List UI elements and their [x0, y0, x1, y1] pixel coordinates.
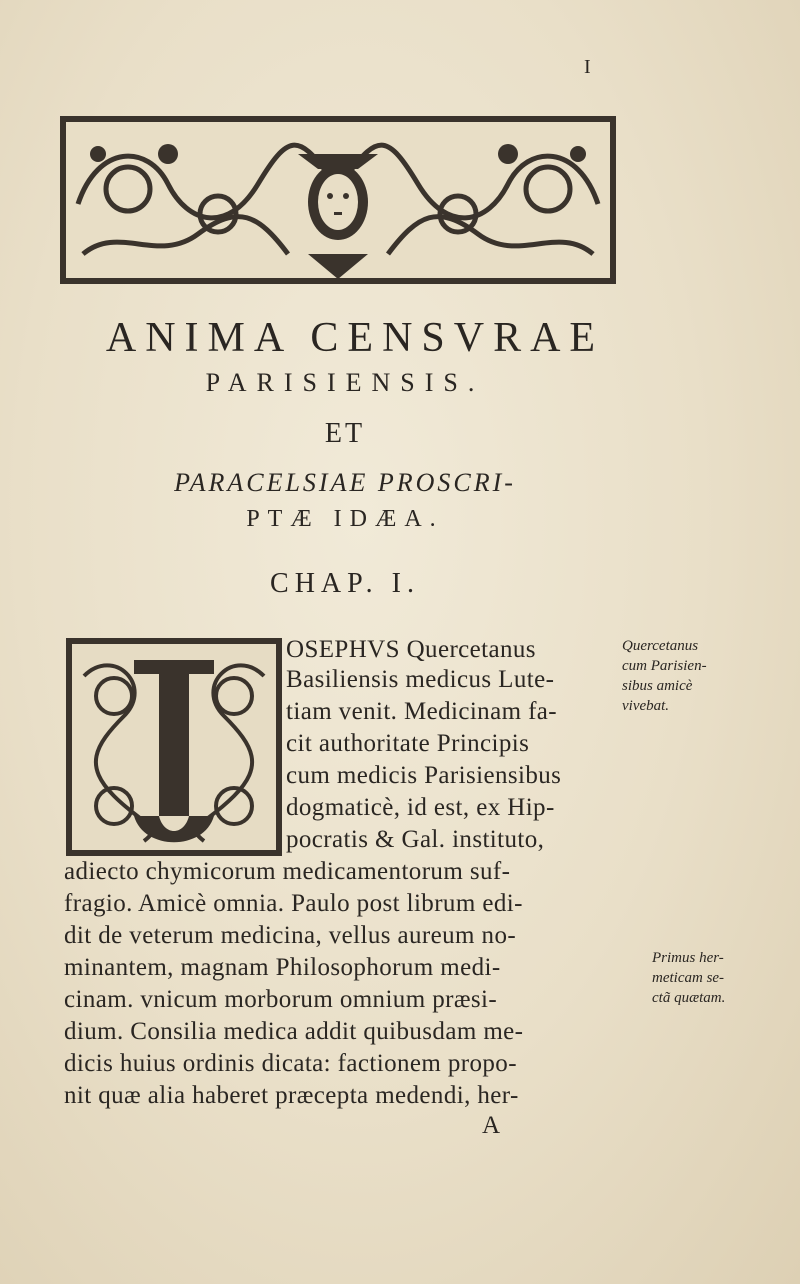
text-line-6: dogmaticè, id est, ex Hip- — [286, 794, 555, 821]
text-line-8: adiecto chymicorum medicamentorum suf- — [64, 858, 511, 885]
text-line-1: OSEPHVS Quercetanus — [286, 636, 536, 663]
text-line-14: dicis huius ordinis dicata: factionem propo- — [64, 1050, 517, 1077]
margin-note-1-line: Quercetanus — [622, 638, 699, 654]
decorated-initial-icon — [64, 636, 284, 858]
text-line-12: cinam. vnicum morborum omnium præsi- — [64, 986, 498, 1013]
text-line-13: dium. Consilia medica addit quibusdam me- — [64, 1018, 524, 1045]
ornamental-headpiece-icon — [58, 114, 618, 286]
chapter-heading: CHAP. I. — [270, 568, 420, 599]
margin-note-1 — [622, 636, 707, 716]
title-line-2: PARISIENSIS. — [205, 368, 485, 397]
text-line-11: minantem, magnam Philosophorum medi- — [64, 954, 501, 981]
text-line-5: cum medicis Parisiensibus — [286, 762, 562, 789]
catchword: A — [482, 1112, 501, 1139]
margin-note-1-line: sibus amicè — [622, 678, 693, 694]
text-line-9: fragio. Amicè omnia. Paulo post librum edi- — [64, 890, 523, 917]
text-line-3: tiam venit. Medicinam fa- — [286, 698, 558, 725]
title-line-1: ANIMA CENSVRAE — [105, 315, 605, 361]
margin-note-2 — [652, 948, 725, 1008]
margin-note-2-line: meticam se- — [652, 970, 725, 986]
title-line-5: PTÆ IDÆA. — [246, 506, 444, 532]
text-line-7: pocratis & Gal. instituto, — [286, 826, 545, 853]
margin-note-2-line: ctã quætam. — [652, 990, 726, 1006]
text-line-15: nit quæ alia haberet præcepta medendi, her- — [64, 1082, 519, 1109]
page-number: I — [584, 56, 591, 78]
margin-note-1-line: vivebat. — [622, 698, 670, 714]
margin-note-2-line: Primus her- — [652, 950, 724, 966]
title-line-3: ET — [324, 418, 366, 449]
text-line-10: dit de veterum medicina, vellus aureum no- — [64, 922, 517, 949]
text-line-4: cit authoritate Principis — [286, 730, 530, 757]
margin-note-1-line: cum Parisien- — [622, 658, 707, 674]
title-line-4: PARACELSIAE PROSCRI- — [174, 468, 516, 497]
text-line-2: Basiliensis medicus Lute- — [286, 666, 555, 693]
